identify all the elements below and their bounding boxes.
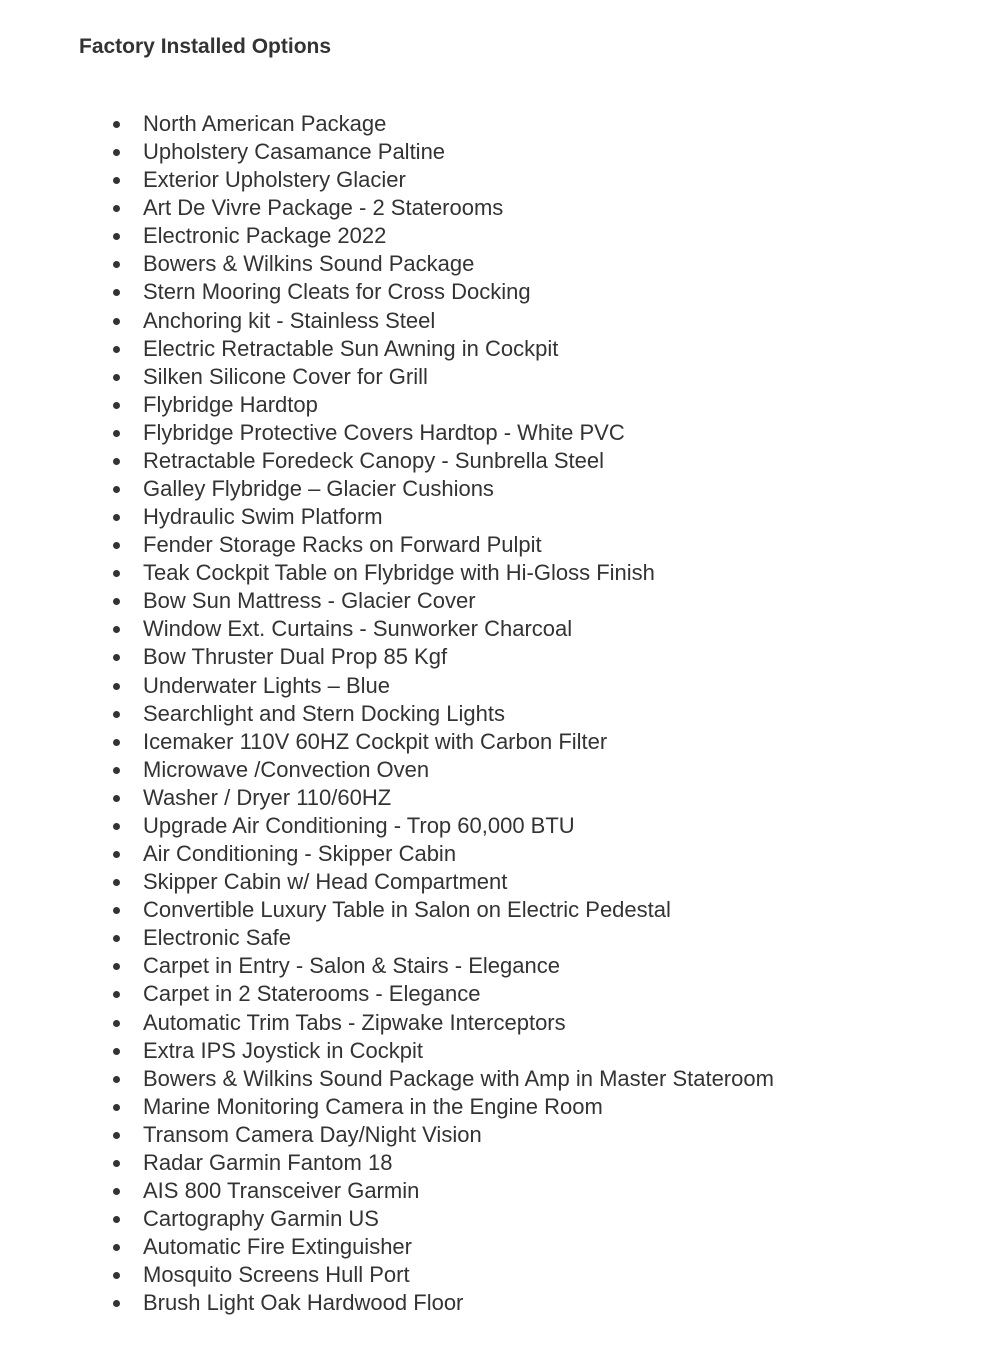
list-item	[0, 307, 774, 335]
list-item	[0, 812, 774, 840]
bullet-icon	[113, 346, 120, 353]
list-item	[0, 531, 774, 559]
list-item	[0, 896, 774, 924]
bullet-icon	[113, 1272, 120, 1279]
list-item	[0, 1261, 774, 1289]
list-item	[0, 447, 774, 475]
options-list	[0, 110, 774, 1317]
bullet-icon	[113, 907, 120, 914]
list-item	[0, 728, 774, 756]
list-item-label: Underwater Lights – Blue	[143, 672, 391, 698]
bullet-icon	[113, 626, 120, 633]
list-item-label: Galley Flybridge – Glacier Cushions	[143, 476, 494, 502]
list-item-label: Cartography Garmin US	[143, 1206, 379, 1232]
list-item	[0, 700, 774, 728]
list-item-label: AIS 800 Transceiver Garmin	[143, 1177, 420, 1203]
list-item	[0, 1093, 774, 1121]
list-item	[0, 980, 774, 1008]
list-item-label: North American Package	[143, 111, 387, 136]
bullet-icon	[113, 711, 120, 718]
list-item	[0, 952, 774, 980]
list-item	[0, 587, 774, 615]
list-item	[0, 1149, 774, 1177]
bullet-icon	[113, 1216, 120, 1223]
list-item-label: Upholstery Casamance Paltine	[143, 139, 446, 165]
list-item	[0, 166, 774, 194]
list-item-label: Bow Sun Mattress - Glacier Cover	[143, 588, 476, 614]
list-item	[0, 615, 774, 643]
bullet-icon	[113, 486, 120, 493]
bullet-icon	[113, 121, 120, 128]
list-item-label: Searchlight and Stern Docking Lights	[143, 700, 505, 726]
list-item-label: Electronic Safe	[143, 925, 291, 951]
list-item-label: Automatic Fire Extinguisher	[143, 1234, 412, 1260]
bullet-icon	[113, 205, 120, 212]
bullet-icon	[113, 374, 120, 381]
bullet-icon	[113, 991, 120, 998]
list-item-label: Radar Garmin Fantom 18	[143, 1149, 393, 1175]
bullet-icon	[113, 879, 120, 886]
list-item	[0, 756, 774, 784]
list-item	[0, 335, 774, 363]
list-item-label: Hydraulic Swim Platform	[143, 504, 383, 530]
bullet-icon	[113, 261, 120, 268]
bullet-icon	[113, 570, 120, 577]
list-item	[0, 363, 774, 391]
bullet-icon	[113, 1076, 120, 1083]
list-item	[0, 278, 774, 306]
bullet-icon	[113, 1300, 120, 1307]
list-item	[0, 840, 774, 868]
list-item-label: Brush Light Oak Hardwood Floor	[143, 1290, 464, 1316]
bullet-icon	[113, 402, 120, 409]
bullet-icon	[113, 1188, 120, 1195]
bullet-icon	[113, 1048, 120, 1055]
bullet-icon	[113, 1244, 120, 1251]
list-item-label: Stern Mooring Cleats for Cross Docking	[143, 279, 531, 305]
list-item	[0, 391, 774, 419]
list-item-label: Upgrade Air Conditioning - Trop 60,000 BTU	[143, 812, 575, 838]
bullet-icon	[113, 1020, 120, 1027]
bullet-icon	[113, 177, 120, 184]
list-item-label: Carpet in Entry - Salon & Stairs - Elegance	[143, 953, 560, 979]
list-item	[0, 643, 774, 671]
list-item	[0, 784, 774, 812]
bullet-icon	[113, 935, 120, 942]
list-item	[0, 222, 774, 250]
list-item-label: Electric Retractable Sun Awning in Cockpit	[143, 335, 559, 361]
list-item	[0, 503, 774, 531]
bullet-icon	[113, 963, 120, 970]
list-item-label: Bow Thruster Dual Prop 85 Kgf	[143, 644, 448, 670]
list-item	[0, 1289, 774, 1317]
list-item	[0, 1065, 774, 1093]
list-item-label: Anchoring kit - Stainless Steel	[143, 307, 436, 333]
list-item-label: Marine Monitoring Camera in the Engine Room	[143, 1093, 603, 1119]
bullet-icon	[113, 514, 120, 521]
list-item-label: Skipper Cabin w/ Head Compartment	[143, 869, 508, 895]
bullet-icon	[113, 149, 120, 156]
list-item-label: Fender Storage Racks on Forward Pulpit	[143, 532, 542, 558]
list-item-label: Silken Silicone Cover for Grill	[143, 363, 428, 389]
list-item-label: Bowers & Wilkins Sound Package	[143, 251, 475, 277]
list-item-label: Teak Cockpit Table on Flybridge with Hi-Gloss Finish	[143, 560, 655, 586]
bullet-icon	[113, 458, 120, 465]
list-item	[0, 110, 774, 138]
list-item-label: Icemaker 110V 60HZ Cockpit with Carbon Filter	[143, 728, 608, 754]
list-item	[0, 1233, 774, 1261]
list-item	[0, 194, 774, 222]
bullet-icon	[113, 767, 120, 774]
list-item	[0, 1009, 774, 1037]
list-item	[0, 250, 774, 278]
list-item-label: Transom Camera Day/Night Vision	[143, 1121, 482, 1147]
list-item	[0, 1037, 774, 1065]
list-item-label: Mosquito Screens Hull Port	[143, 1262, 410, 1288]
bullet-icon	[113, 430, 120, 437]
page-title: Factory Installed Options	[79, 35, 332, 58]
list-item-label: Extra IPS Joystick in Cockpit	[143, 1037, 423, 1063]
list-item-label: Exterior Upholstery Glacier	[143, 167, 406, 193]
bullet-icon	[113, 683, 120, 690]
bullet-icon	[113, 739, 120, 746]
bullet-icon	[113, 542, 120, 549]
bullet-icon	[113, 851, 120, 858]
bullet-icon	[113, 1132, 120, 1139]
list-item-label: Air Conditioning - Skipper Cabin	[143, 841, 457, 867]
bullet-icon	[113, 654, 120, 661]
list-item-label: Retractable Foredeck Canopy - Sunbrella Steel	[143, 447, 605, 473]
bullet-icon	[113, 598, 120, 605]
bullet-icon	[113, 1104, 120, 1111]
bullet-icon	[113, 318, 120, 325]
bullet-icon	[113, 823, 120, 830]
list-item	[0, 1177, 774, 1205]
list-item-label: Art De Vivre Package - 2 Staterooms	[143, 195, 504, 221]
list-item	[0, 1205, 774, 1233]
list-item	[0, 559, 774, 587]
bullet-icon	[113, 233, 120, 240]
list-item-label: Washer / Dryer 110/60HZ	[143, 784, 392, 810]
list-item	[0, 672, 774, 700]
list-item-label: Electronic Package 2022	[143, 223, 387, 249]
bullet-icon	[113, 1160, 120, 1167]
list-item-label: Flybridge Hardtop	[143, 391, 318, 417]
list-item	[0, 924, 774, 952]
bullet-icon	[113, 289, 120, 296]
list-item	[0, 868, 774, 896]
list-item-label: Bowers & Wilkins Sound Package with Amp in Master Stateroom	[143, 1065, 774, 1091]
list-item-label: Automatic Trim Tabs - Zipwake Interceptors	[143, 1009, 566, 1035]
list-item	[0, 138, 774, 166]
list-item-label: Microwave /Convection Oven	[143, 756, 430, 782]
list-item-label: Window Ext. Curtains - Sunworker Charcoal	[143, 616, 573, 642]
list-item-label: Carpet in 2 Staterooms - Elegance	[143, 981, 481, 1007]
list-item-label: Flybridge Protective Covers Hardtop - White PVC	[143, 419, 625, 445]
list-item	[0, 419, 774, 447]
list-item	[0, 1121, 774, 1149]
list-item	[0, 475, 774, 503]
bullet-icon	[113, 795, 120, 802]
list-item-label: Convertible Luxury Table in Salon on Electric Pedestal	[143, 897, 671, 923]
